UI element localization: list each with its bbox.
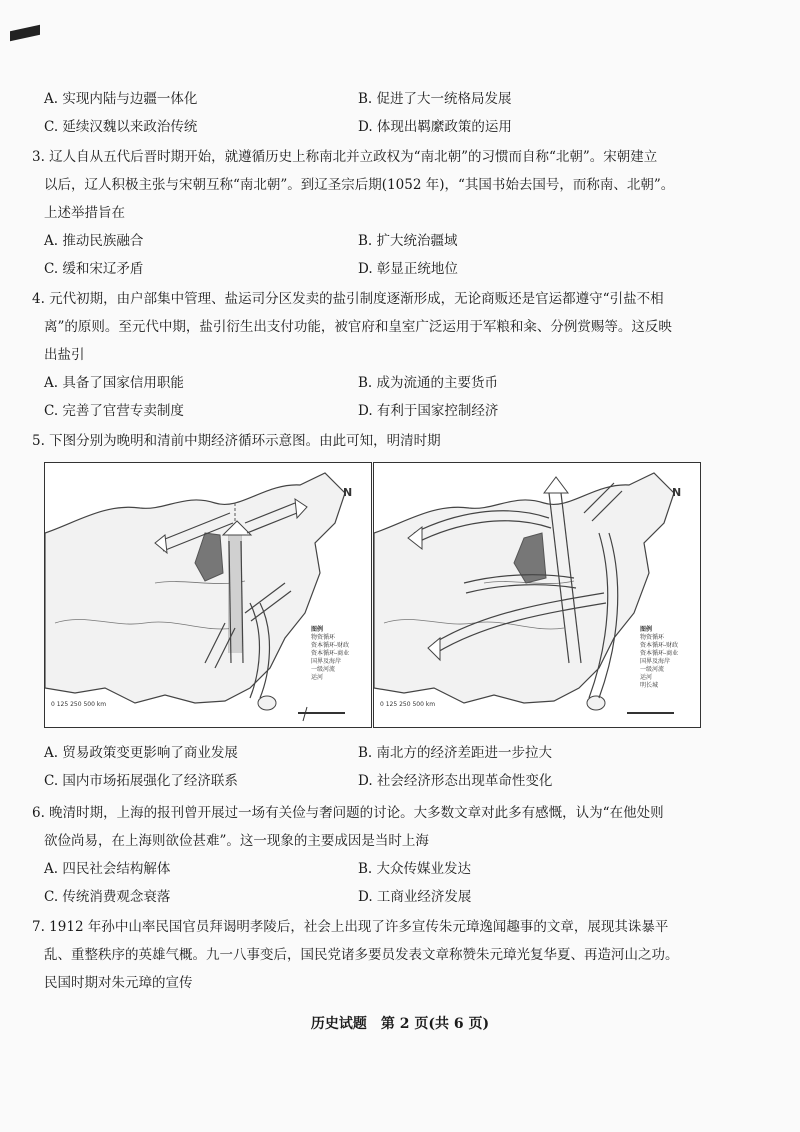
q5-option-d: D. 社会经济形态出现革命性变化 xyxy=(358,773,553,789)
legend-item: 物资循环 xyxy=(311,634,336,641)
legend-item: 资本循环-商业 xyxy=(311,650,350,657)
legend-item: 运河 xyxy=(311,674,324,681)
q5-option-a: A. 贸易政策变更影响了商业发展 xyxy=(44,745,238,761)
legend-item: 一级河流 xyxy=(311,666,336,673)
page-footer: 历史试题 第 2 页(共 6 页) xyxy=(310,1016,490,1032)
q4-stem-line3: 出盐引 xyxy=(44,347,85,363)
legend-title: 图例 xyxy=(311,626,324,633)
q3-option-c: C. 缓和宋辽矛盾 xyxy=(44,261,144,277)
q4-stem-line1: 4. 元代初期，由户部集中管理、盐运司分区发卖的盐引制度逐渐形成，无论商贩还是官运都遵守“引盐不相 xyxy=(32,291,664,307)
q5-stem-line1: 5. 下图分别为晚明和清前中期经济循环示意图。由此可知，明清时期 xyxy=(32,433,441,449)
q6-option-c: C. 传统消费观念衰落 xyxy=(44,889,171,905)
q3-stem-line2: 以后，辽人积极主张与宋朝互称“南北朝”。到辽圣宗后期(1052 年)，“其国书始去国号，而称南、北朝”。 xyxy=(44,177,675,193)
map-early-qing-scale: 0 125 250 500 km xyxy=(380,701,436,708)
q2-option-a: A. 实现内陆与边疆一体化 xyxy=(44,91,198,107)
q6-option-a: A. 四民社会结构解体 xyxy=(44,861,171,877)
q3-stem-line3: 上述举措旨在 xyxy=(44,205,125,221)
q6-option-b: B. 大众传媒业发达 xyxy=(358,861,472,877)
legend-item: 资本循环-商业 xyxy=(640,650,679,657)
map-late-ming-drawing xyxy=(45,463,371,727)
q3-option-d: D. 彰显正统地位 xyxy=(358,261,458,277)
q6-stem-line1: 6. 晚清时期，上海的报刊曾开展过一场有关俭与奢问题的讨论。大多数文章对此多有感慨，认为“在他处则 xyxy=(32,805,664,821)
legend-item: 国界及海岸 xyxy=(311,658,342,665)
map-late-ming xyxy=(44,462,372,728)
q7-stem-line1: 7. 1912 年孙中山率民国官员拜谒明孝陵后，社会上出现了许多宣传朱元璋逸闻趣事的文章，展现其诛暴平 xyxy=(32,919,669,935)
map-early-qing xyxy=(373,462,701,728)
legend-item: 物资循环 xyxy=(640,634,665,641)
q4-option-a: A. 具备了国家信用职能 xyxy=(44,375,184,391)
q6-stem-line2: 欲俭尚易，在上海则欲俭甚难”。这一现象的主要成因是当时上海 xyxy=(44,833,429,849)
legend-item: 国界及海岸 xyxy=(640,658,671,665)
q3-option-b: B. 扩大统治疆域 xyxy=(358,233,458,249)
q2-option-b: B. 促进了大一统格局发展 xyxy=(358,91,512,107)
legend-item: 资本循环-财政 xyxy=(640,642,679,649)
q2-option-d: D. 体现出羁縻政策的运用 xyxy=(358,119,512,135)
legend-item: 资本循环-财政 xyxy=(311,642,350,649)
q6-option-d: D. 工商业经济发展 xyxy=(358,889,472,905)
map-late-ming-scale: 0 125 250 500 km xyxy=(51,701,107,708)
q4-option-c: C. 完善了官营专卖制度 xyxy=(44,403,184,419)
north-arrow-icon: N xyxy=(343,486,353,499)
q3-option-a: A. 推动民族融合 xyxy=(44,233,144,249)
q3-stem-line1: 3. 辽人自从五代后晋时期开始，就遵循历史上称南北并立政权为“南北朝”的习惯而自称“北朝”。宋朝建立 xyxy=(32,149,658,165)
legend-item: 一级河流 xyxy=(640,666,665,673)
q4-option-b: B. 成为流通的主要货币 xyxy=(358,375,499,391)
legend-item: 运河 xyxy=(640,674,653,681)
q4-stem-line2: 离”的原则。至元代中期，盐引衍生出支付功能，被官府和皇室广泛运用于军粮和籴、分例赏赐等。这反映 xyxy=(44,319,672,335)
legend-item: 明长城 xyxy=(640,682,659,689)
map-late-ming-legend xyxy=(311,626,349,682)
q4-option-d: D. 有利于国家控制经济 xyxy=(358,403,499,419)
north-arrow-icon: N xyxy=(672,486,682,499)
q7-stem-line2: 乱、重整秩序的英雄气概。九一八事变后，国民党诸多要员发表文章称赞朱元璋光复华夏、再造河山之功。 xyxy=(44,947,679,963)
q5-option-c: C. 国内市场拓展强化了经济联系 xyxy=(44,773,238,789)
q5-option-b: B. 南北方的经济差距进一步拉大 xyxy=(358,745,553,761)
q7-stem-line3: 民国时期对朱元璋的宣传 xyxy=(44,975,193,991)
legend-title: 图例 xyxy=(640,626,653,633)
scan-corner-mark xyxy=(10,25,40,41)
q2-option-c: C. 延续汉魏以来政治传统 xyxy=(44,119,198,135)
map-early-qing-legend xyxy=(640,626,678,690)
